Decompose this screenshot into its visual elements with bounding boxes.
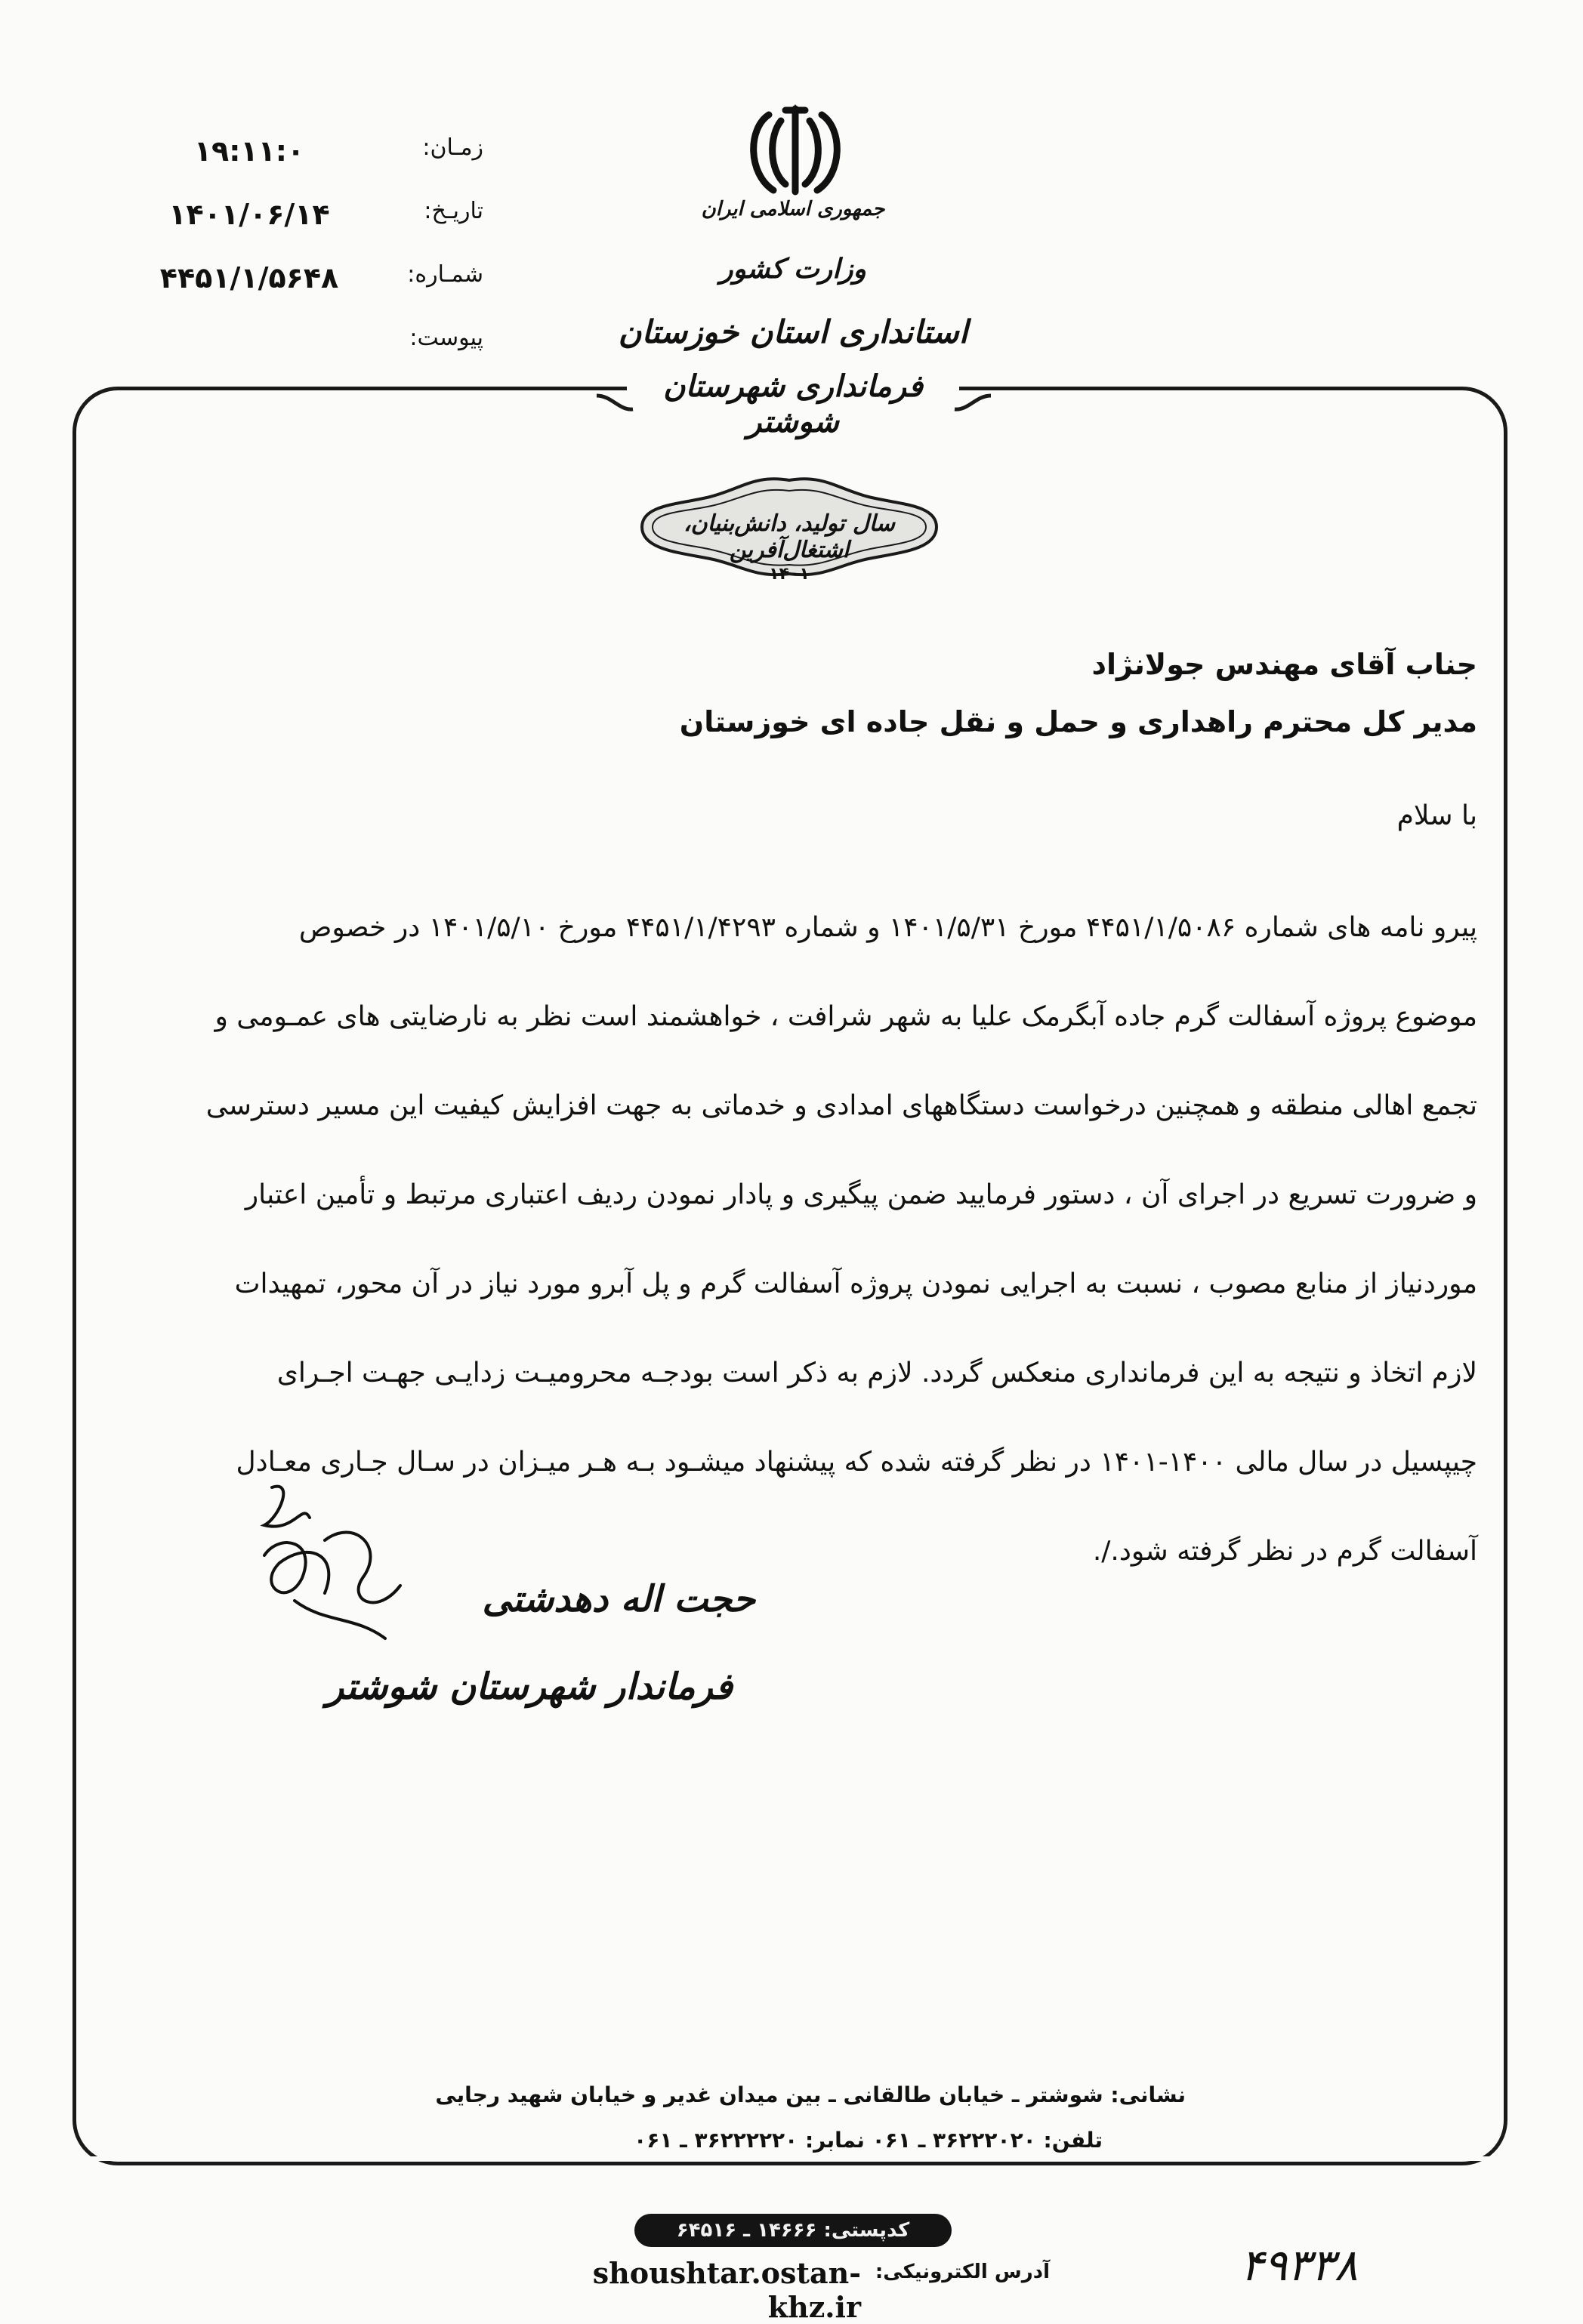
slogan-year: ۱۴۰۱: [769, 565, 810, 584]
date-label: تاریـخ:: [424, 198, 483, 224]
time-row: [151, 134, 483, 180]
attachment-row: [151, 325, 483, 370]
greeting: با سلام: [1396, 800, 1477, 831]
footer-address: نشانی: شوشتر ـ خیابان طالقانی ـ بین میدان غدیر و خیابان شهید رجایی: [435, 2082, 1186, 2107]
handwritten-number: ۴۹۳۳۸: [1240, 2239, 1358, 2291]
body-line: تجمع اهالی منطقه و همچنین درخواست دستگاههای امدادی و خدماتی به جهت افزایش کیفیت این مسیر دسترسی: [205, 1090, 1477, 1121]
footer-phone: تلفن: ۳۶۲۲۲۰۲۰ ـ ۰۶۱ نمابر: ۳۶۲۲۲۲۲۰ ـ ۰۶۱: [634, 2128, 1103, 2153]
slogan-text: سال تولید، دانش‌بنیان، اشتغال‌آفرین: [683, 510, 896, 563]
date-value: ۱۴۰۱/۰۶/۱۴: [168, 198, 330, 231]
letterhead-ministry: وزارت کشور: [720, 253, 866, 285]
number-value: ۴۴۵۱/۱/۵۶۴۸: [159, 261, 339, 294]
body-line: چیپسیل در سال مالی ۱۴۰۰-۱۴۰۱ در نظر گرفته شده که پیشنهاد میشـود بـه هـر میـزان در سـال جـاری معـادل: [236, 1447, 1477, 1478]
number-label: شمـاره:: [407, 261, 483, 288]
body-line: موردنیاز از منابع مصوب ، نسبت به اجرایی نمودن پروژه آسفالت گرم و پل آبرو مورد نیاز در آن محور، تمهیدات: [234, 1268, 1477, 1299]
signatory-name: حجت اله دهدشتی: [482, 1578, 755, 1620]
frame-flourish-left: [597, 393, 634, 423]
time-value: ۱۹:۱۱:۰: [193, 134, 305, 168]
postal-code-badge: کدپستی: ۱۴۶۶۶ ـ ۶۴۵۱۶: [634, 2214, 952, 2247]
frame-flourish-right: [953, 393, 991, 423]
letterhead-governorate: فرمانداری شهرستان شوشتر: [663, 368, 923, 439]
signatory-title: فرماندار شهرستان شوشتر: [326, 1666, 733, 1708]
body-line: موضوع پروژه آسفالت گرم جاده آبگرمک علیا به شهر شرافت ، خواهشمند است نظر به نارضایتی های عمـومی و: [214, 1001, 1477, 1032]
emblem-icon: [739, 98, 852, 204]
addressee-title: مدیر کل محترم راهداری و حمل و نقل جاده ای خوزستان: [679, 705, 1477, 738]
body-line: لازم اتخاذ و نتیجه به این فرمانداری منعکس گردد. لازم به ذکر است بودجـه محرومیـت زدایـی جهـت اجـرای: [276, 1358, 1477, 1389]
signature-scribble: [249, 1472, 430, 1669]
footer-web-label: آدرس الکترونیکی:: [875, 2261, 1050, 2283]
frame-gap-footer: [1088, 2156, 1507, 2161]
letterhead-republic: جمهوری اسلامی ایران: [701, 198, 885, 220]
body-line: پیرو نامه های شماره ۴۴۵۱/۱/۵۰۸۶ مورخ ۱۴۰۱/۵/۳۱ و شماره ۴۴۵۱/۱/۴۲۹۳ مورخ ۱۴۰۱/۵/۱۰ در خصوص: [298, 912, 1477, 943]
frame-gap-footer-left: [73, 2156, 526, 2161]
slogan-cartouche: [627, 474, 952, 603]
time-label: زمـان:: [422, 134, 483, 161]
date-row: [151, 198, 483, 243]
number-row: [151, 261, 483, 307]
attachment-label: پیوست:: [409, 325, 483, 351]
body-line: و ضرورت تسریع در اجرای آن ، دستور فرمایید ضمن پیگیری و پادار نمودن ردیف اعتباری مرتبط و تأمین اعتبار: [245, 1179, 1477, 1210]
letterhead-province: استانداری استان خوزستان: [618, 313, 968, 350]
body-line: آسفالت گرم در نظر گرفته شود./.: [1092, 1536, 1477, 1567]
footer-website[interactable]: shoushtar.ostan-khz.ir: [592, 2256, 861, 2324]
addressee-name: جناب آقای مهندس جولانژاد: [1091, 648, 1477, 681]
